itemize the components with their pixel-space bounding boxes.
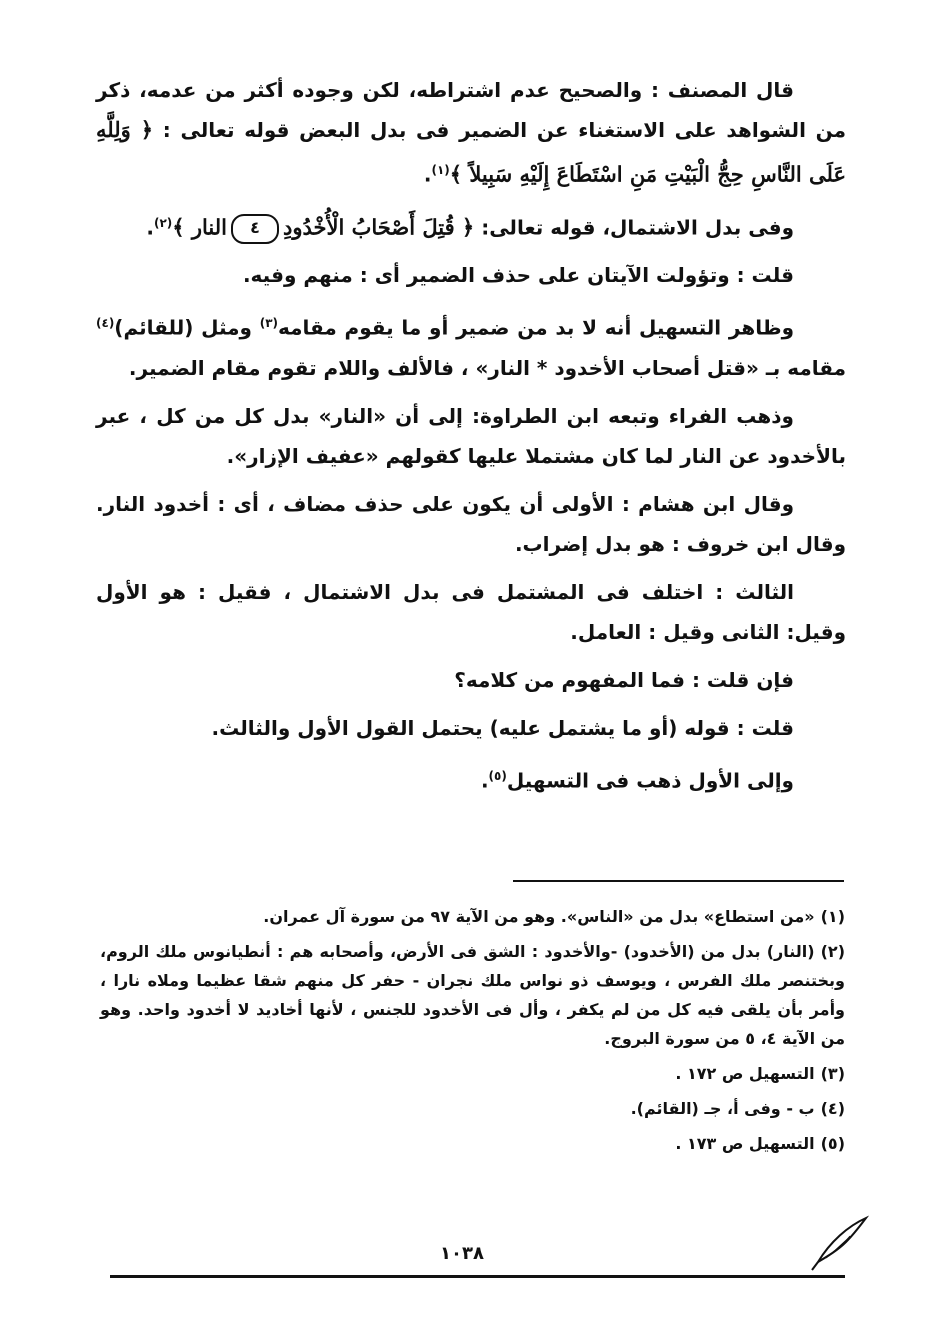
text-run: فإن قلت : فما المفهوم من كلامه؟	[454, 667, 794, 692]
footnote-number: (٤)	[820, 1099, 845, 1118]
ayah-number-mark: ٤	[231, 214, 279, 244]
quran-quote: ﴿ قُتِلَ أَصْحَابُ الْأُخْدُودِ	[283, 214, 475, 240]
footnote-ref: (١)	[431, 163, 450, 177]
text-run: مقامه بـ «قتل أصحاب الأخدود * النار» ، فالألف واللام تقوم مقام الضمير.	[128, 355, 846, 380]
footnote	[100, 1094, 845, 1123]
text-run: قلت : قوله (أو ما يشتمل عليه) يحتمل القول الأول والثالث.	[211, 715, 794, 740]
paragraph	[96, 70, 846, 195]
paragraph	[96, 396, 846, 476]
footnote-ref: (٢)	[153, 215, 173, 230]
footnote-ref: (٣)	[259, 316, 278, 331]
text-run: وفى بدل الاشتمال، قوله تعالى:	[474, 215, 794, 240]
paragraph	[96, 660, 846, 700]
text-run: وظاهر التسهيل أنه لا بد من ضمير أو ما يقوم مقامه	[278, 315, 794, 340]
paragraph	[96, 572, 846, 652]
text-run: الثالث : اختلف فى المشتمل فى بدل الاشتمال ، فقيل : هو الأول وقيل: الثانى وقيل : العامل.	[96, 579, 846, 644]
text-run: وقال ابن هشام : الأولى أن يكون على حذف مضاف ، أى : أخدود النار. وقال ابن خروف : هو بدل إضراب.	[96, 491, 846, 556]
text-run: .	[146, 215, 154, 240]
footnote-text: (النار) بدل من (الأخدود) -والأخدود : الشق فى الأرض، وأصحابه هم : أنطيانوس ملك الروم، وبختنصر ملك الفرس ، ويوسف ذو نواس ملك نجران - حفر كل منهم شقا عظيما وملاه نارا ، وأمر بأن يلقى فيه كل من لم يكفر ، وأل فى الأخدود للجنس ، لأنها أخاديد لا أخدود واحد. وهو من الآية ٤، ٥ من سورة البروج.	[100, 942, 845, 1048]
paragraph	[96, 203, 846, 248]
paragraph	[96, 484, 846, 564]
footnote-text: التسهيل ص ١٧٢ .	[675, 1064, 815, 1083]
paragraph	[96, 708, 846, 748]
footnote-number: (٥)	[820, 1134, 845, 1153]
text-run: .	[423, 162, 432, 187]
footnote	[100, 937, 845, 1053]
bottom-rule	[110, 1275, 845, 1278]
footnote	[100, 1059, 845, 1088]
text-run: قال المصنف : والصحيح عدم اشتراطه، لكن وجوده أكثر من عدمه، ذكر من الشواهد على الاستغناء عن الضمير فى بدل البعض قوله تعالى :	[96, 78, 846, 142]
paragraph	[96, 303, 846, 388]
paragraph	[96, 756, 846, 801]
footnote-number: (٣)	[820, 1064, 845, 1083]
footnote-ref: (٤)	[96, 316, 115, 331]
footnote-text: ب - وفى أ، جـ (القائم).	[630, 1099, 815, 1118]
quran-quote: النار ﴾	[172, 214, 228, 240]
quran-quote: ﴿ وَلِلَّهِ عَلَى النَّاسِ حِجُّ الْبَيْتِ مَنِ اسْتَطَاعَ إِلَيْهِ سَبِيلاً ﴾	[96, 117, 846, 187]
paragraph	[96, 255, 846, 295]
footnote	[100, 1129, 845, 1158]
text-run: قلت : وتؤولت الآيتان على حذف الضمير أى : منهم وفيه.	[242, 263, 794, 288]
footnote-text: «من استطاع» بدل من «الناس». وهو من الآية ٩٧ من سورة آل عمران.	[263, 907, 815, 926]
text-run: ومثل (للقائم)	[114, 315, 260, 340]
main-text	[96, 70, 846, 809]
footnote-separator	[513, 880, 844, 882]
footnote	[100, 902, 845, 931]
text-run: .	[480, 768, 489, 793]
quill-icon	[808, 1212, 872, 1272]
text-run: وإلى الأول ذهب فى التسهيل	[506, 768, 794, 793]
footnote-number: (١)	[820, 907, 845, 926]
footnote-text: التسهيل ص ١٧٣ .	[675, 1134, 815, 1153]
footnotes	[100, 902, 845, 1164]
text-run: وذهب الفراء وتبعه ابن الطراوة: إلى أن «النار» بدل كل من كل ، عبر بالأخدود عن النار لما كان مشتملا عليها كقولهم «عفيف الإزار».	[96, 403, 846, 468]
footnote-number: (٢)	[820, 942, 845, 961]
footnote-ref: (٥)	[488, 768, 507, 783]
page-number: ١٠٣٨	[440, 1243, 484, 1264]
